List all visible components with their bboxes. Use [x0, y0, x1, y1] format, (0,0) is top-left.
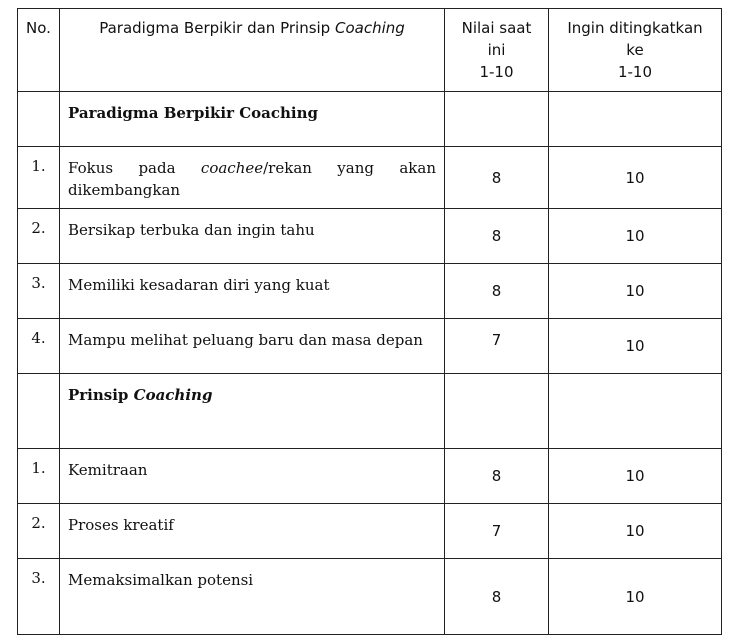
table-row	[18, 504, 722, 559]
table-row	[18, 449, 722, 504]
row-target-score: 10	[549, 449, 722, 504]
row-number: 1.	[18, 449, 60, 504]
row-current-score: 8	[445, 559, 549, 635]
row-current-score: 8	[445, 209, 549, 264]
row-text: Memaksimalkan potensi	[60, 559, 445, 635]
section-target-cell	[549, 374, 722, 449]
table-row	[18, 209, 722, 264]
section-row-paradigm	[18, 92, 722, 147]
row-target-score: 10	[549, 559, 722, 635]
row-number: 1.	[18, 147, 60, 209]
row-target-score: 10	[549, 319, 722, 374]
header-current-score	[445, 9, 549, 92]
row-number: 2.	[18, 209, 60, 264]
header-current-line3: 1-10	[479, 63, 514, 81]
header-target-line3: 1-10	[617, 63, 653, 81]
header-no-text: No.	[26, 19, 51, 37]
section-title-principle	[60, 374, 445, 449]
row-current-score: 7	[445, 319, 549, 374]
section-title-paradigm: Paradigma Berpikir Coaching	[60, 92, 445, 147]
header-target-line1: Ingin ditingkatkan	[567, 19, 703, 37]
row-target-score: 10	[549, 504, 722, 559]
row-text: Bersikap terbuka dan ingin tahu	[60, 209, 445, 264]
row-target-score: 10	[549, 147, 722, 209]
row-text: Mampu melihat peluang baru dan masa depan	[60, 319, 445, 374]
row-number: 2.	[18, 504, 60, 559]
header-current-line1: Nilai saat	[461, 19, 532, 37]
row-text-post: /rekan yang akan dikembangkan	[68, 159, 436, 199]
header-paradigm-prefix: Paradigma Berpikir dan Prinsip	[99, 19, 335, 37]
header-paradigm-italic: Coaching	[334, 19, 405, 37]
row-number: 3.	[18, 559, 60, 635]
row-current-score: 7	[445, 504, 549, 559]
table-row	[18, 147, 722, 209]
row-text-italic: coachee	[200, 159, 264, 177]
section-title-italic: Coaching	[133, 386, 213, 404]
row-text: Kemitraan	[60, 449, 445, 504]
table-row	[18, 264, 722, 319]
section-target-cell	[549, 92, 722, 147]
row-text-pre: Fokus pada	[68, 159, 201, 177]
row-target-score: 10	[549, 209, 722, 264]
coaching-assessment-table	[17, 8, 722, 635]
row-text: Memiliki kesadaran diri yang kuat	[60, 264, 445, 319]
table-row	[18, 319, 722, 374]
table-row	[18, 559, 722, 635]
section-title-prefix: Prinsip	[68, 386, 134, 404]
row-target-score: 10	[549, 264, 722, 319]
header-row	[18, 9, 722, 92]
section-row-principle	[18, 374, 722, 449]
row-number: 4.	[18, 319, 60, 374]
section-current-cell	[445, 374, 549, 449]
row-text	[60, 147, 445, 209]
header-no	[18, 9, 60, 92]
row-current-score: 8	[445, 147, 549, 209]
header-current-line2: ini	[487, 41, 506, 59]
row-current-score: 8	[445, 264, 549, 319]
section-no-cell	[18, 374, 60, 449]
header-paradigm	[60, 9, 445, 92]
header-target-score	[549, 9, 722, 92]
row-text: Proses kreatif	[60, 504, 445, 559]
section-no-cell	[18, 92, 60, 147]
row-number: 3.	[18, 264, 60, 319]
row-current-score: 8	[445, 449, 549, 504]
section-current-cell	[445, 92, 549, 147]
header-target-line2: ke	[626, 41, 644, 59]
